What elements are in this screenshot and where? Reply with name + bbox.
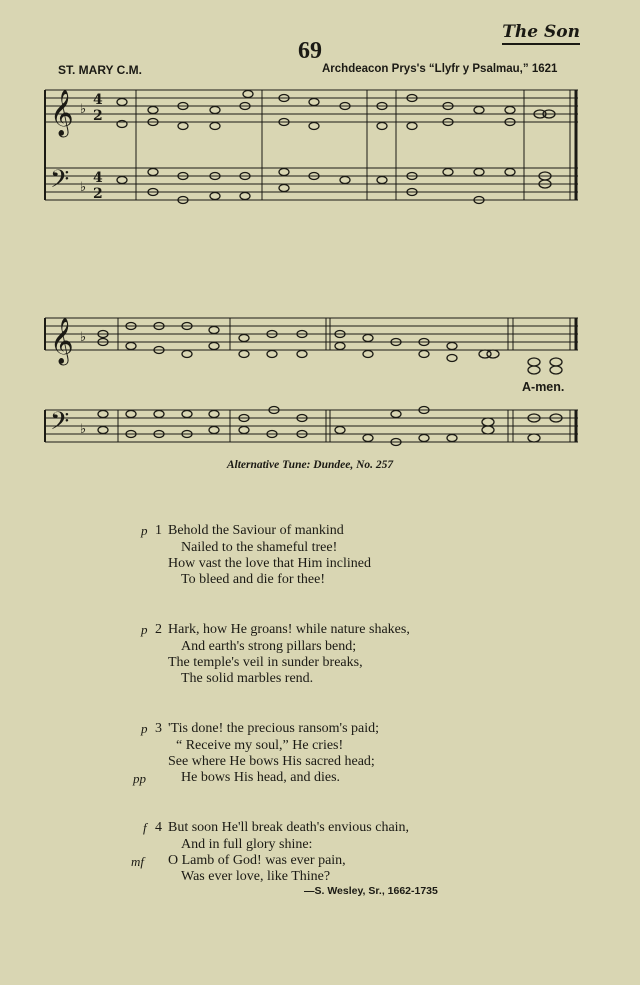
svg-text:♭: ♭ (80, 102, 87, 117)
verse-line: How vast the love that Him inclined (168, 556, 371, 571)
verse-line: To bleed and die for thee! (181, 572, 326, 587)
verse-line: O Lamb of God! was ever pain, (168, 853, 346, 868)
author-attribution: —S. Wesley, Sr., 1662-1735 (304, 885, 438, 897)
verse-line: The solid marbles rend. (181, 671, 314, 686)
verse-dynamic: p (141, 622, 148, 637)
verse-number: 1 (155, 523, 162, 538)
verse-line: But soon He'll break death's envious chain, (168, 820, 410, 835)
music-system-2 (0, 302, 640, 452)
line-dynamic: pp (133, 771, 146, 786)
verse-line: Hark, how He groans! while nature shakes, (168, 622, 410, 637)
svg-text:♭: ♭ (80, 422, 87, 437)
verse-number: 2 (155, 622, 162, 637)
verse-line: 'Tis done! the precious ransom's paid; (168, 721, 380, 736)
verse-number: 3 (155, 721, 162, 736)
composer-credit: Archdeacon Prys's “Llyfr y Psalmau,” 1621 (322, 63, 558, 75)
verse-line: “ Receive my soul,” He cries! (176, 738, 344, 753)
verse-line: Behold the Saviour of mankind (168, 523, 344, 538)
verse-line: And earth's strong pillars bend; (181, 639, 357, 654)
verse-dynamic: f (143, 820, 147, 835)
verse-line: See where He bows His sacred head; (168, 754, 375, 769)
svg-text:𝄞: 𝄞 (50, 318, 74, 364)
verse-line: Was ever love, like Thine? (181, 869, 331, 884)
svg-text:2: 2 (93, 186, 103, 202)
alternative-tune-note: Alternative Tune: Dundee, No. 257 (226, 459, 394, 471)
svg-text:4: 4 (93, 92, 103, 108)
verse-line: The temple's veil in sunder breaks, (168, 655, 363, 670)
svg-text:2: 2 (93, 108, 103, 124)
verse-line: He bows His head, and dies. (181, 770, 341, 785)
verse-line: And in full glory shine: (181, 837, 313, 852)
svg-text:♭: ♭ (80, 180, 87, 195)
svg-text:𝄢: 𝄢 (50, 407, 70, 442)
svg-text:𝄢: 𝄢 (50, 165, 70, 200)
verse-dynamic: p (141, 523, 148, 538)
amen-label: A-men. (522, 380, 565, 394)
verse-line: Nailed to the shameful tree! (181, 540, 338, 555)
music-system-1 (0, 76, 640, 216)
section-title: The Son (502, 22, 580, 45)
hymn-number: 69 (298, 38, 322, 64)
svg-text:4: 4 (93, 170, 103, 186)
tune-name: ST. MARY C.M. (58, 63, 143, 77)
verse-number: 4 (155, 820, 162, 835)
svg-text:♭: ♭ (80, 330, 87, 345)
line-dynamic: mf (131, 854, 144, 869)
svg-text:𝄞: 𝄞 (50, 90, 74, 136)
verse-dynamic: p (141, 721, 148, 736)
